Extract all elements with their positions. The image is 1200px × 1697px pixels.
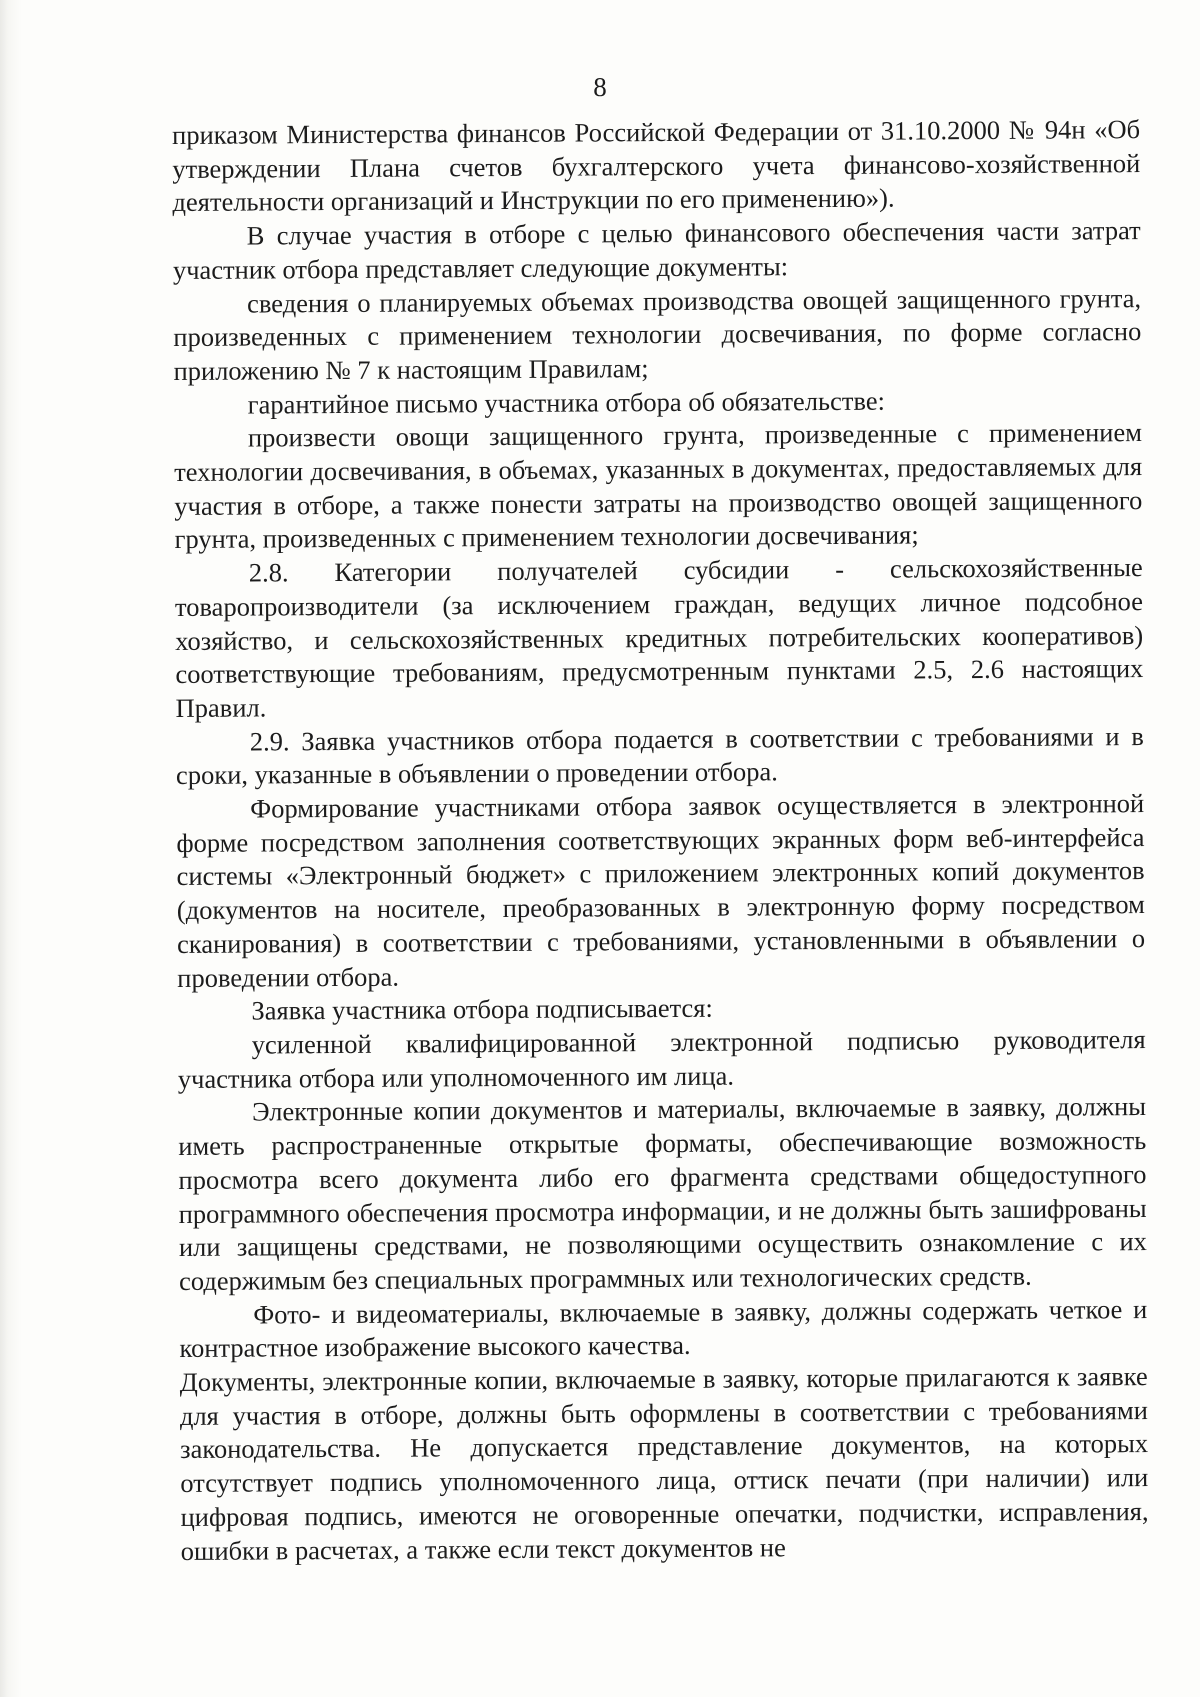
- paragraph-10: усиленной квалифицированной электронной подписью руководителя участника отбора или уполномоченного им лица.: [177, 1024, 1146, 1094]
- scan-edge-shadow: [0, 0, 22, 1697]
- paragraph-2: В случае участия в отборе с целью финансового обеспечения части затрат участник отбора представляет следующие документы:: [172, 215, 1141, 285]
- paragraph-7: 2.9. Заявка участников отбора подается в соответствии с требованиями и в сроки, указанные в объявлении о проведении отбора.: [175, 720, 1144, 791]
- paragraph-12: Фото- и видеоматериалы, включаемые в заявку, должны содержать четкое и контрастное изображение высокого качества.: [179, 1293, 1148, 1364]
- paragraph-5: произвести овощи защищенного грунта, произведенные с применением технологии досвечивания, в объемах, указанных в документах, предоставляемых для участия в отборе, а также понести затраты на производство овощей защищенного грунта, произведенных с применением технологии досвечивания;: [174, 417, 1143, 555]
- document-body: [172, 113, 1149, 1568]
- paragraph-11: Электронные копии документов и материалы, включаемые в заявку, должны иметь распространенные открытые форматы, обеспечивающие возможность просмотра всего документа либо его фрагмента средствами общедоступного программного обеспечения просмотра информации, и не должны быть зашифрованы или защищены средствами, не позволяющими осуществить ознакомление с их содержимым без специальных программных или технологических средств.: [178, 1091, 1147, 1296]
- paragraph-3: сведения о планируемых объемах производства овощей защищенного грунта, произведенных с применением технологии досвечивания, по форме согласно приложению № 7 к настоящим Правилам;: [173, 282, 1142, 386]
- paragraph-13: Документы, электронные копии, включаемые в заявку, которые прилагаются к заявке для участия в отборе, должны быть оформлены в соответствии с требованиями законодательства. Не допускается представление документов, на которых отсутствует подпись уполномоченного лица, оттиск печати (при наличии) или цифровая подпись, имеются не оговоренные опечатки, подчистки, исправления, ошибки в расчетах, а также если текст документов не: [179, 1361, 1149, 1566]
- paragraph-1: приказом Министерства финансов Российской Федерации от 31.10.2000 № 94н «Об утверждении Плана счетов бухгалтерского учета финансово-хозяйственной деятельности организаций и Инструкции по его применению»).: [172, 114, 1141, 218]
- paragraph-4: гарантийное письмо участника отбора об обязательстве:: [247, 385, 885, 420]
- paragraph-6: 2.8. Категории получателей субсидии - сельскохозяйственные товаропроизводители (за исключением граждан, ведущих личное подсобное хозяйство, и сельскохозяйственных кредитных потребительских кооперативов) соответствующие требованиям, предусмотренным пунктами 2.5, 2.6 настоящих Правил.: [174, 552, 1144, 723]
- paragraph-8: Формирование участниками отбора заявок осуществляется в электронной форме посредством заполнения соответствующих экранных форм веб-интерфейса системы «Электронный бюджет» с приложением электронных копий документов (документов на носителе, преобразованных в электронную форму посредством сканирования) в соответствии с требованиями, установленными в объявлении о проведении отбора.: [176, 788, 1146, 993]
- page-number: 8: [593, 72, 607, 102]
- paragraph-9: Заявка участника отбора подписывается:: [251, 992, 713, 1026]
